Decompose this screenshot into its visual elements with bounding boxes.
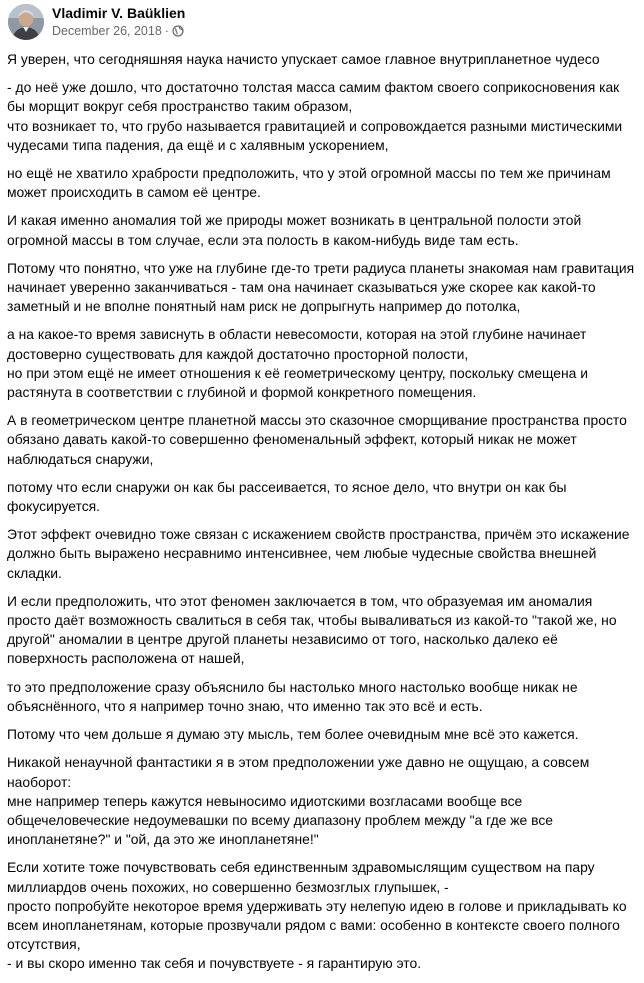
post-paragraph: - до неё уже дошло, что достаточно толстая масса самим фактом своего соприкосновения как бы морщит вокруг себя пространство таким образом, что возникает то, что грубо называется гравитацией и сопровождается разными мистическими чудесами типа падения, да ещё и с халявным ускорением, xyxy=(7,79,623,153)
post-paragraph: Этот эффект очевидно тоже связан с искажением свойств пространства, причём это искажение должно быть выражено несравнимо интенсивнее, чем любые чудесные свойства внешней складки. xyxy=(7,526,630,581)
post-paragraph: Никакой ненаучной фантастики я в этом предположении уже давно не ощущаю, а совсем наоборот: мне например теперь кажутся невыносимо идиотскими возгласами вообще все общечеловеческие недоумевашки по всему диапазону проблем между "а где же все инопланетяне?" и "ой, да это же инопланетяне!" xyxy=(7,754,590,848)
globe-icon[interactable] xyxy=(172,25,184,37)
post-paragraph: И если предположить, что этот феномен заключается в том, что образуемая им аномалия просто даёт возможность свалиться в себя так, чтобы вываливаться из какой-то "такой же, но другой" аномалии в центре другой планеты независимо от того, насколько далеко её поверхность расположена от нашей, xyxy=(7,592,617,667)
post-date[interactable]: December 26, 2018 xyxy=(52,24,162,38)
post-meta xyxy=(52,5,185,39)
post-paragraph: А в геометрическом центре планетной массы это сказочное сморщивание пространства просто обязано давать какой-то совершенно феноменальный эффект, который никак не может наблюдаться снаружи, xyxy=(7,412,627,467)
post-paragraph: а на какое-то время зависнуть в области невесомости, которая на этой глубине начинает достоверно существовать для каждой достаточно просторной полости, но при этом ещё не имеет отношения к её геометрическому центру, поскольку смещена и растянута в соответствии с глубиной и формой конкретного помещения. xyxy=(7,326,588,401)
author-name[interactable]: Vladimir V. Baüklien xyxy=(52,5,186,21)
post-paragraph: но ещё не хватило храбрости предположить, что у этой огромной массы по тем же причинам может происходить в самом её центре. xyxy=(7,165,611,201)
post-paragraph: И какая именно аномалия той же природы может возникать в центральной полости этой огромной массы в том случае, если эта полость в каком-нибудь виде там есть. xyxy=(7,212,582,248)
post-paragraph: Потому что понятно, что уже на глубине где-то трети радиуса планеты знакомая нам гравитация начинает уверенно заканчиваться - там она начинает сказываться уже скорее как какой-то заметный и не вполне понятный нам риск не допрыгнуть например до потолка, xyxy=(7,259,635,315)
meta-separator: · xyxy=(164,24,169,38)
post-paragraph: Потому что чем дольше я думаю эту мысль, тем более очевидным мне всё это кажется. xyxy=(7,726,579,743)
author-avatar[interactable] xyxy=(8,4,44,40)
post-paragraph: Если хотите тоже почувствовать себя единственным здравомыслящим существом на пару миллиардов очень похожих, но совершенно безмозглых глупышек, - просто попробуйте некоторое время удерживать эту нелепую идею в голове и прикладывать ко всем инопланетянам, которые прозвучали рядом с вами: особенно в контексте своего полного отсутствия, - и вы скоро именно так себя и почувствуете - я гарантирую это. xyxy=(7,859,627,972)
post-paragraph: то это предположение сразу объяснило бы настолько много настолько вообще никак не объяснённого, что я например точно знаю, что именно так это всё и есть. xyxy=(7,678,578,714)
post-header xyxy=(8,2,185,42)
post-paragraph: Я уверен, что сегодняшняя наука начисто упускает самое главное внутрипланетное чудесо xyxy=(7,51,600,67)
post-subline xyxy=(52,23,185,39)
post-body xyxy=(7,50,639,983)
post-paragraph: потому что если снаружи он как бы рассеивается, то ясное дело, что внутри он как бы фокусируется. xyxy=(7,478,567,515)
profile-avatar-icon xyxy=(8,4,44,40)
